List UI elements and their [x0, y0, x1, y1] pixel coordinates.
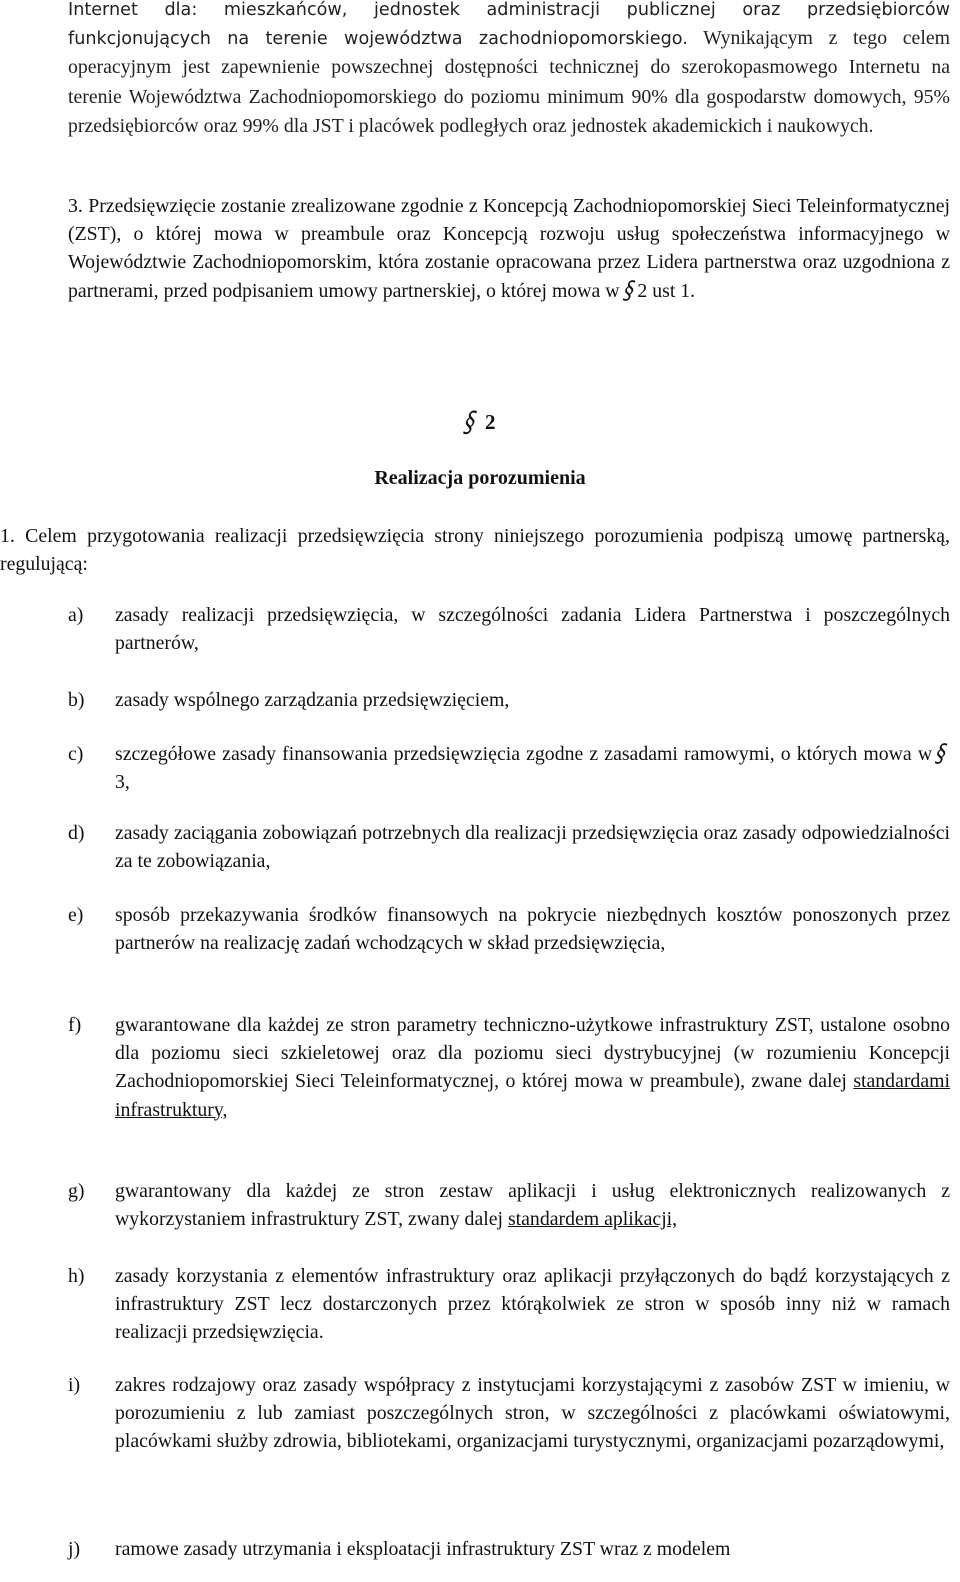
item-marker: b): [68, 689, 85, 711]
item-text: zasady wspólnego zarządzania przedsięwzięciem,: [115, 689, 510, 711]
point-3-paragraph: [68, 192, 950, 305]
list-item-j: [68, 1535, 950, 1563]
intro-paragraph: [68, 0, 950, 141]
intro-line-2: funkcjonujących na terenie województwa zachodniopomorskiego.: [68, 29, 688, 50]
item-text: zasady korzystania z elementów infrastruktury oraz aplikacji przyłączonych do bądź korzystających z infrastruktury ZST lecz dostarczonych przez którąkolwiek ze stron w sposób inny niż w ramach realizacji przedsięwzięcia.: [115, 1265, 950, 1344]
intro-line-1: Internet dla: mieszkańców, jednostek administracji publicznej oraz przedsiębiorców: [68, 0, 950, 20]
point-3-text-after: 2 ust 1.: [637, 279, 696, 302]
item-marker: g): [68, 1180, 85, 1202]
section-symbol-large: §: [459, 405, 481, 439]
item-text: ramowe zasady utrzymania i eksploatacji infrastruktury ZST wraz z modelem: [115, 1538, 731, 1560]
list-item-d: [68, 819, 950, 875]
list-item-g: [68, 1177, 950, 1233]
list-item-e: [68, 901, 950, 957]
list-item-h: [68, 1262, 950, 1347]
item-marker: i): [68, 1374, 81, 1396]
item-text: zakres rodzajowy oraz zasady współpracy z instytucjami korzystającymi z zasobów ZST w imieniu, w porozumieniu z lub zamiast poszczególnych stron, w szczególności z placówkami oświatowymi, placówkami służby zdrowia, bibliotekami, organizacjami turystycznymi, organizacjami pozarządowymi,: [115, 1374, 950, 1453]
item-marker: c): [68, 743, 84, 765]
item-text: gwarantowany dla każdej ze stron zestaw aplikacji i usług elektronicznych realizowanych z wykorzystaniem infrastruktury ZST, zwany dalej standardem aplikacji,: [115, 1180, 950, 1231]
item-marker: h): [68, 1265, 85, 1287]
item-marker: e): [68, 904, 84, 926]
underlined-term: standardami infrastruktury,: [115, 1070, 950, 1121]
list-item-i: [68, 1371, 950, 1456]
point-3-text: Przedsięwzięcie zostanie zrealizowane zgodnie z Koncepcją Zachodniopomorskiej Sieci Teleinformatycznej (ZST), o której mowa w preambule oraz Koncepcją rozwoju usług społeczeństwa informacyjnego w Województwie Zachodniopomorskim, która zostanie opracowana przez Lidera partnerstwa oraz uzgodniona z partnerami, przed podpisaniem umowy partnerskiej, o której mowa w: [68, 195, 950, 302]
point-3-number: 3.: [68, 195, 83, 217]
item-marker: a): [68, 604, 84, 626]
point-1-paragraph: 1. Celem przygotowania realizacji przedsięwzięcia strony niniejszego porozumienia podpiszą umowę partnerską, regulującą:: [0, 525, 950, 576]
item-marker: f): [68, 1014, 82, 1036]
list-item-b: [68, 686, 950, 714]
item-text: zasady zaciągania zobowiązań potrzebnych dla realizacji przedsięwzięcia oraz zasady odpowiedzialności za te zobowiązania,: [115, 822, 950, 873]
section-title: Realizacja porozumienia: [374, 467, 586, 489]
item-marker: d): [68, 822, 85, 844]
section-symbol: §: [619, 275, 639, 305]
item-marker: j): [68, 1538, 81, 1560]
section-symbol: §: [931, 738, 951, 768]
item-text: szczegółowe zasady finansowania przedsięwzięcia zgodne z zasadami ramowymi, o których mowa w§3,: [115, 740, 950, 796]
section-number: 2: [485, 410, 496, 434]
section-number-heading: [0, 405, 960, 439]
list-item-f: [68, 1011, 950, 1124]
intro-line-2-rest: Wynikającym z tego celem operacyjnym jest zapewnienie powszechnej dostępności technicznej do szerokopasmowego Internetu na terenie Województwa Zachodniopomorskiego do poziomu minimum 90% dla gospodarstw domowych, 95% przedsiębiorców oraz 99% dla JST i placówek podległych oraz jednostek akademickich i naukowych.: [68, 27, 950, 137]
item-text: gwarantowane dla każdej ze stron parametry techniczno-użytkowe infrastruktury ZST, ustalone osobno dla poziomu sieci szkieletowej oraz dla poziomu sieci dystrybucyjnej (w rozumieniu Koncepcji Zachodniopomorskiej Sieci Teleinformatycznej, o której mowa w preambule), zwane dalej standardami infrastruktury,: [115, 1014, 950, 1121]
underlined-term: standardem aplikacji,: [507, 1208, 678, 1231]
item-text: zasady realizacji przedsięwzięcia, w szczególności zadania Lidera Partnerstwa i poszczególnych partnerów,: [115, 604, 950, 655]
item-text: sposób przekazywania środków finansowych na pokrycie niezbędnych kosztów ponoszonych przez partnerów na realizację zadań wchodzących w skład przedsięwzięcia,: [115, 904, 950, 955]
list-item-c: [68, 740, 950, 796]
list-item-a: [68, 601, 950, 657]
